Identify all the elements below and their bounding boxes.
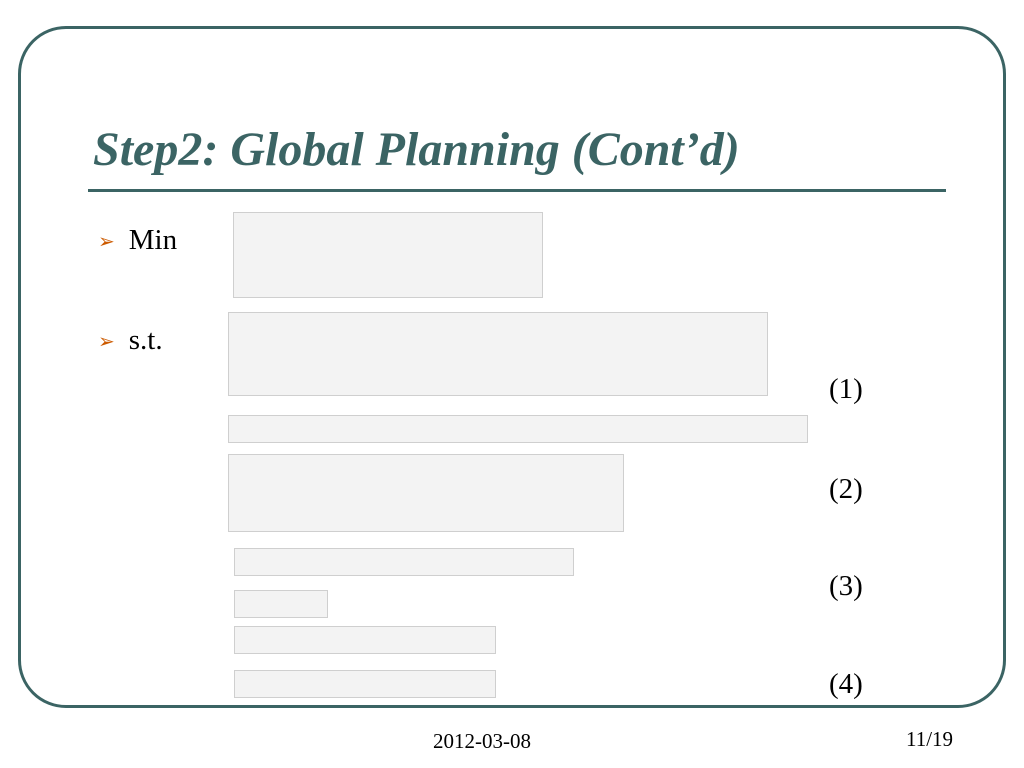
equation-number-1: (1) — [829, 373, 863, 405]
arrow-bullet-icon: ➢ — [98, 228, 115, 253]
constraint-1a-formula-image — [228, 312, 768, 396]
bullet-label-min: Min — [128, 224, 178, 256]
constraint-3a-formula-image — [234, 548, 574, 576]
bullet-subject-to — [98, 324, 163, 357]
footer-date: 2012-03-08 — [433, 729, 531, 753]
equation-number-4: (4) — [829, 668, 863, 700]
arrow-bullet-icon: ➢ — [98, 328, 115, 353]
footer-page-number: 11/19 — [906, 727, 954, 751]
constraint-4b-formula-image — [234, 670, 496, 698]
constraint-1b-formula-image — [228, 415, 808, 443]
bullet-min — [98, 224, 177, 257]
equation-number-3: (3) — [829, 570, 863, 602]
slide-title: Step2: Global Planning (Cont’d) — [93, 123, 740, 176]
equation-number-2: (2) — [829, 473, 863, 505]
title-underline — [88, 189, 946, 192]
constraint-3b-formula-image — [234, 590, 328, 618]
bullet-label-st: s.t. — [128, 324, 163, 356]
constraint-2-formula-image — [228, 454, 624, 532]
objective-formula-image — [233, 212, 543, 298]
constraint-4a-formula-image — [234, 626, 496, 654]
